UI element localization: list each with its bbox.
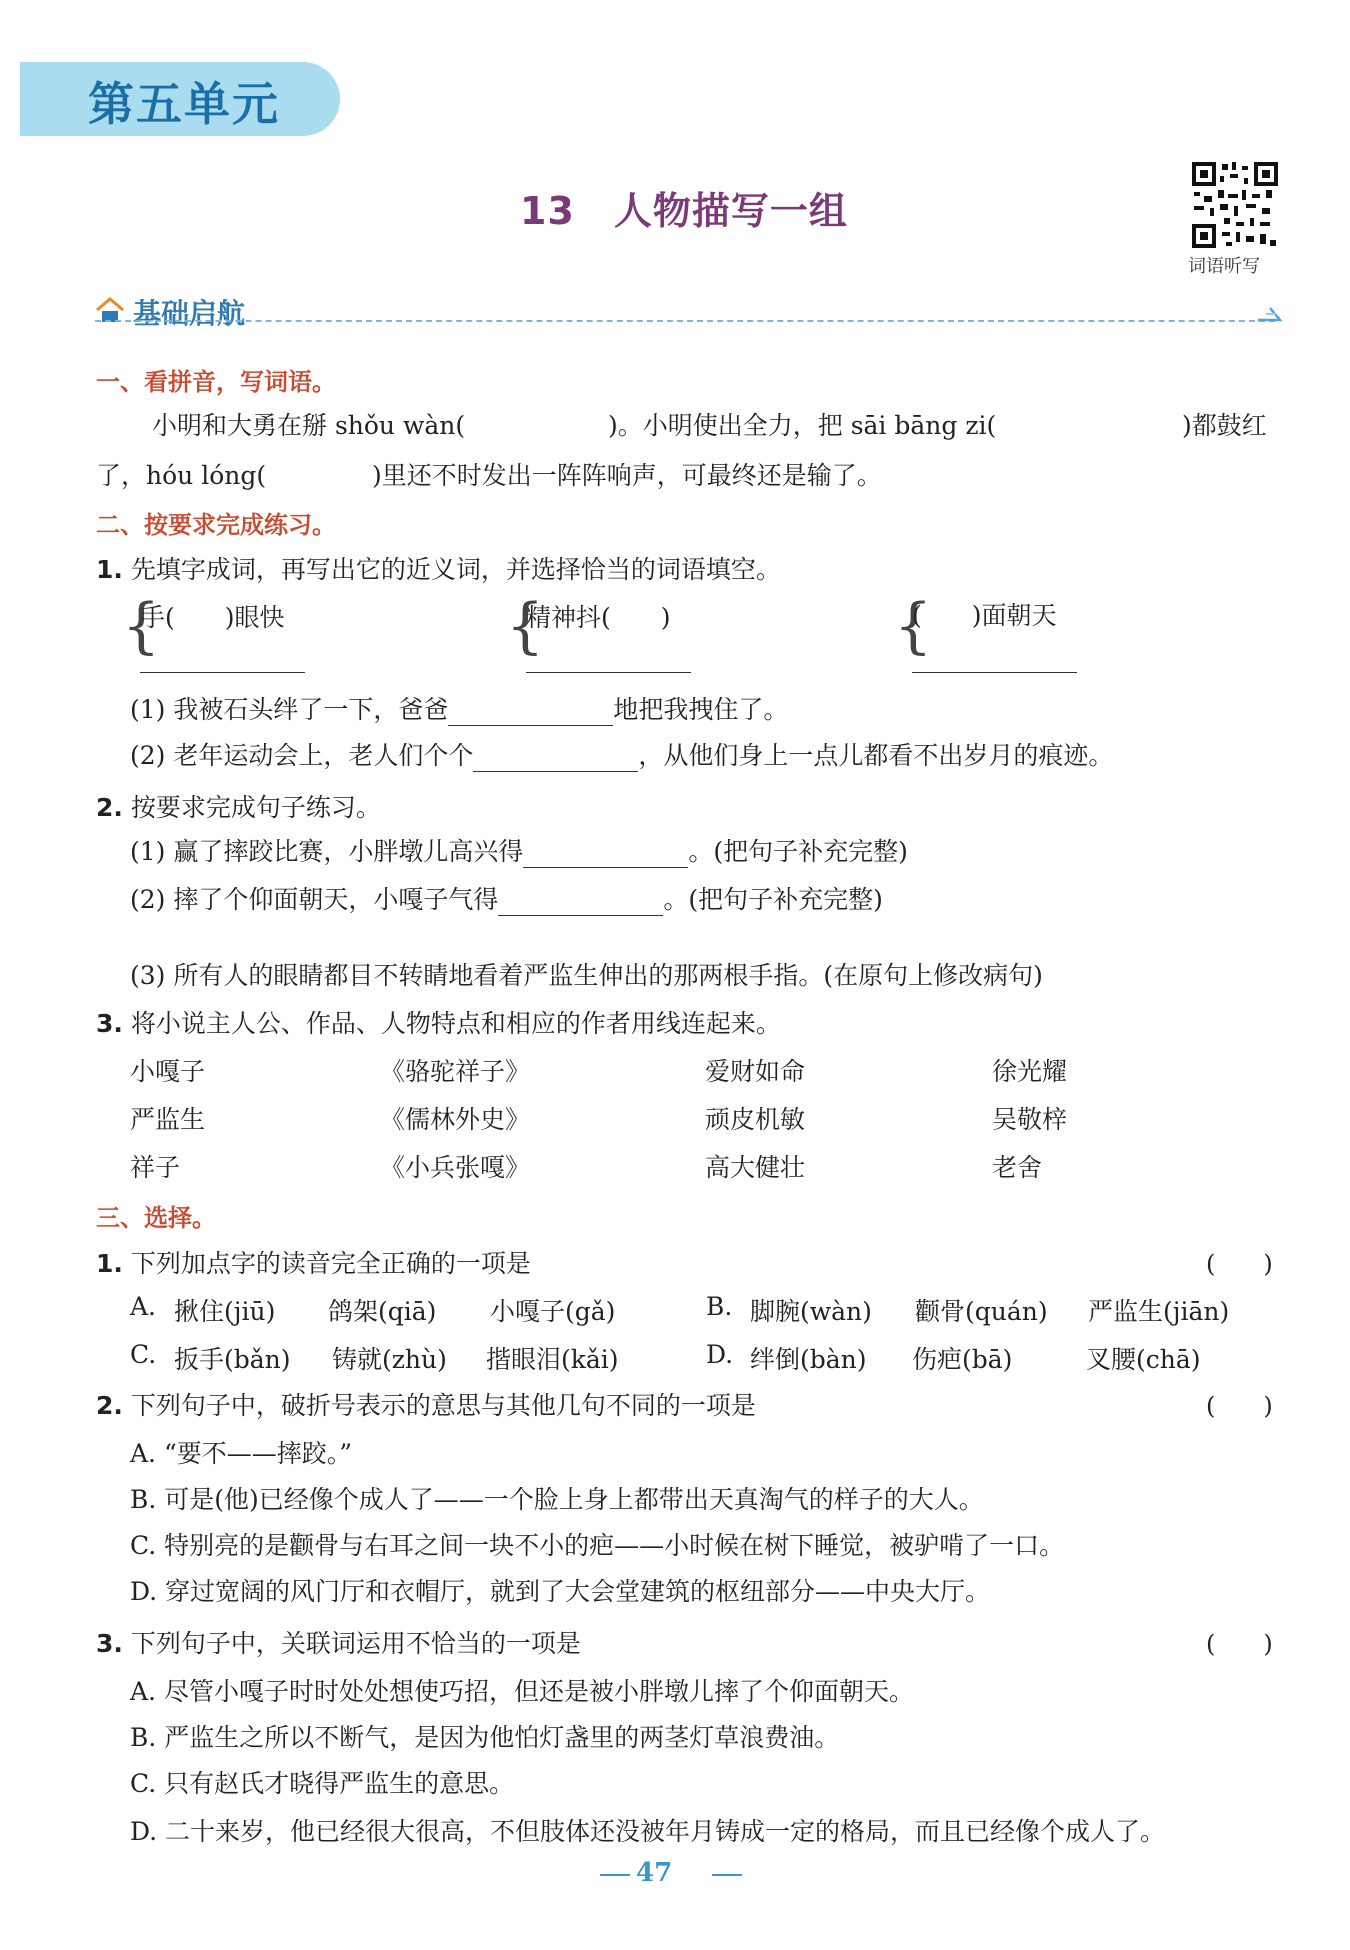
part3-q2-text: 下列句子中，破折号表示的意思与其他几句不同的一项是 bbox=[130, 1391, 756, 1420]
s2-blank[interactable] bbox=[473, 742, 638, 772]
part1-title: 一、看拼音，写词语。 bbox=[96, 368, 336, 396]
q1-option-C3: 揩眼泪(kǎi) bbox=[486, 1345, 619, 1374]
q1-option-A1: 揪住(jiū) bbox=[174, 1297, 276, 1326]
word-2: 精神抖( ) bbox=[526, 603, 671, 632]
part1-line1b: )。小明使出全力，把 sāi bāng zi( bbox=[608, 411, 997, 440]
q3-option[interactable]: B. 严监生之所以不断气，是因为他怕灯盏里的两茎灯草浪费油。 bbox=[130, 1723, 840, 1752]
part2-title: 二、按要求完成练习。 bbox=[96, 511, 336, 539]
match-col3-item[interactable]: 顽皮机敏 bbox=[705, 1105, 806, 1134]
part2-q1-number: 1. bbox=[96, 555, 123, 584]
qr-code-icon[interactable] bbox=[1190, 160, 1280, 250]
q1-option-D3: 叉腰(chā) bbox=[1086, 1345, 1201, 1374]
part3-q3-number: 3. bbox=[96, 1629, 123, 1658]
unit-title: 第五单元 bbox=[88, 77, 280, 131]
s1-text-b: 地把我拽住了。 bbox=[613, 695, 789, 724]
answer-paren-1[interactable]: ( ) bbox=[1206, 1250, 1273, 1278]
qr-caption: 词语听写 bbox=[1188, 256, 1260, 277]
match-col2-item[interactable]: 《儒林外史》 bbox=[380, 1105, 531, 1134]
brace-1: { bbox=[122, 591, 161, 661]
part1-line2a: 了，hóu lóng( bbox=[96, 461, 267, 490]
part1-line1a: 小明和大勇在掰 shǒu wàn( bbox=[152, 411, 466, 440]
q2-option[interactable]: D. 穿过宽阔的风门厅和衣帽厅，就到了大会堂建筑的枢纽部分——中央大厅。 bbox=[130, 1577, 991, 1606]
match-col2-item[interactable]: 《小兵张嘎》 bbox=[380, 1153, 531, 1182]
part2-q2-text: 按要求完成句子练习。 bbox=[130, 793, 381, 822]
q1-option-C-label[interactable]: C. bbox=[130, 1340, 157, 1369]
brace-3: { bbox=[894, 591, 933, 661]
answer-paren-3[interactable]: ( ) bbox=[1206, 1630, 1273, 1658]
part2-q2-s3: (3) 所有人的眼睛都目不转睛地看着严监生伸出的那两根手指。(在原句上修改病句) bbox=[130, 961, 1043, 990]
q3-option[interactable]: A. 尽管小嘎子时时处处想使巧招，但还是被小胖墩儿摔了个仰面朝天。 bbox=[130, 1677, 914, 1706]
part2-q3-number: 3. bbox=[96, 1009, 123, 1038]
word-1: 手( )眼快 bbox=[140, 603, 285, 632]
arrow-icon bbox=[1256, 302, 1284, 324]
section-heading: 基础启航 bbox=[133, 297, 246, 330]
part2-q2-s2 bbox=[130, 880, 883, 916]
s1-text-a: (1) 我被石头绊了一下，爸爸 bbox=[130, 695, 449, 724]
word-3: ( )面朝天 bbox=[912, 601, 1057, 630]
q3-option[interactable]: D. 二十来岁，他已经很大很高，不但肢体还没被年月铸成一定的格局，而且已经像个成人了。 bbox=[130, 1817, 1166, 1846]
q2-option[interactable]: A. “要不——摔跤。” bbox=[130, 1439, 353, 1468]
q2-s1-blank[interactable] bbox=[523, 838, 688, 868]
part2-q3-text: 将小说主人公、作品、人物特点和相应的作者用线连起来。 bbox=[130, 1009, 781, 1038]
q3-option[interactable]: C. 只有赵氏才晓得严监生的意思。 bbox=[130, 1769, 515, 1798]
answer-paren-2[interactable]: ( ) bbox=[1206, 1392, 1273, 1420]
part2-q1-text: 先填字成词，再写出它的近义词，并选择恰当的词语填空。 bbox=[130, 555, 781, 584]
q1-option-B2: 颧骨(quán) bbox=[915, 1297, 1048, 1326]
part3-q3 bbox=[96, 1624, 581, 1660]
part2-q2-number: 2. bbox=[96, 793, 123, 822]
part2-q1-s2 bbox=[130, 736, 1113, 772]
synonym-blank-1[interactable] bbox=[140, 672, 305, 673]
q2-s2-blank[interactable] bbox=[498, 886, 663, 916]
part2-q2 bbox=[96, 788, 381, 824]
q1-option-A3: 小嘎子(gǎ) bbox=[490, 1297, 616, 1326]
part1-line2b: )里还不时发出一阵阵响声，可最终还是输了。 bbox=[372, 461, 882, 490]
page-number-dash-right bbox=[712, 1874, 742, 1876]
match-col4-item[interactable]: 吴敬梓 bbox=[992, 1105, 1068, 1134]
s2-text-b: ，从他们身上一点儿都看不出岁月的痕迹。 bbox=[638, 741, 1114, 770]
part2-q1-s1 bbox=[130, 690, 788, 726]
page-number-dash-left bbox=[600, 1874, 630, 1876]
part3-q2-number: 2. bbox=[96, 1391, 123, 1420]
synonym-blank-3[interactable] bbox=[912, 672, 1077, 673]
q1-option-C1: 扳手(bǎn) bbox=[174, 1345, 291, 1374]
brace-2: { bbox=[506, 591, 545, 661]
match-col3-item[interactable]: 高大健壮 bbox=[705, 1153, 806, 1182]
q2-s2-text-a: (2) 摔了个仰面朝天，小嘎子气得 bbox=[130, 885, 499, 914]
part2-q3 bbox=[96, 1004, 781, 1040]
q1-option-B3: 严监生(jiān) bbox=[1088, 1297, 1230, 1326]
section-divider bbox=[95, 320, 1275, 322]
part3-q1-text: 下列加点字的读音完全正确的一项是 bbox=[130, 1249, 531, 1278]
part3-q2 bbox=[96, 1386, 756, 1422]
lesson-title: 13 人物描写一组 bbox=[520, 189, 848, 233]
q1-option-A-label[interactable]: A. bbox=[130, 1292, 157, 1321]
match-col1-item[interactable]: 严监生 bbox=[130, 1105, 206, 1134]
match-col4-item[interactable]: 徐光耀 bbox=[992, 1057, 1068, 1086]
q1-option-B1: 脚腕(wàn) bbox=[750, 1297, 872, 1326]
part3-q3-text: 下列句子中，关联词运用不恰当的一项是 bbox=[130, 1629, 581, 1658]
match-col3-item[interactable]: 爱财如命 bbox=[705, 1057, 806, 1086]
q1-option-A2: 鸽架(qiā) bbox=[328, 1297, 437, 1326]
page-number: 47 bbox=[636, 1858, 673, 1888]
match-col1-item[interactable]: 小嘎子 bbox=[130, 1057, 206, 1086]
s2-text-a: (2) 老年运动会上，老人们个个 bbox=[130, 741, 474, 770]
match-col4-item[interactable]: 老舍 bbox=[992, 1153, 1043, 1182]
q2-option[interactable]: C. 特别亮的是颧骨与右耳之间一块不小的疤——小时候在树下睡觉，被驴啃了一口。 bbox=[130, 1531, 1065, 1560]
synonym-blank-2[interactable] bbox=[526, 672, 691, 673]
q1-option-D1: 绊倒(bàn) bbox=[750, 1345, 867, 1374]
part3-q1 bbox=[96, 1244, 531, 1280]
s1-blank[interactable] bbox=[448, 696, 613, 726]
part1-line1c: )都鼓红 bbox=[1182, 411, 1267, 440]
q1-option-D-label[interactable]: D. bbox=[706, 1340, 734, 1369]
part2-q2-s1 bbox=[130, 832, 908, 868]
q1-option-B-label[interactable]: B. bbox=[706, 1292, 733, 1321]
q2-s2-text-b: 。(把句子补充完整) bbox=[663, 885, 883, 914]
part2-q1 bbox=[96, 550, 781, 586]
match-col2-item[interactable]: 《骆驼祥子》 bbox=[380, 1057, 531, 1086]
match-col1-item[interactable]: 祥子 bbox=[130, 1153, 181, 1182]
q1-option-C2: 铸就(zhù) bbox=[332, 1345, 447, 1374]
q2-option[interactable]: B. 可是(他)已经像个成人了——一个脸上身上都带出天真淘气的样子的大人。 bbox=[130, 1485, 984, 1514]
q2-s1-text-b: 。(把句子补充完整) bbox=[688, 837, 908, 866]
q1-option-D2: 伤疤(bā) bbox=[912, 1345, 1013, 1374]
part3-title: 三、选择。 bbox=[96, 1204, 216, 1232]
q2-s1-text-a: (1) 赢了摔跤比赛，小胖墩儿高兴得 bbox=[130, 837, 524, 866]
part3-q1-number: 1. bbox=[96, 1249, 123, 1278]
